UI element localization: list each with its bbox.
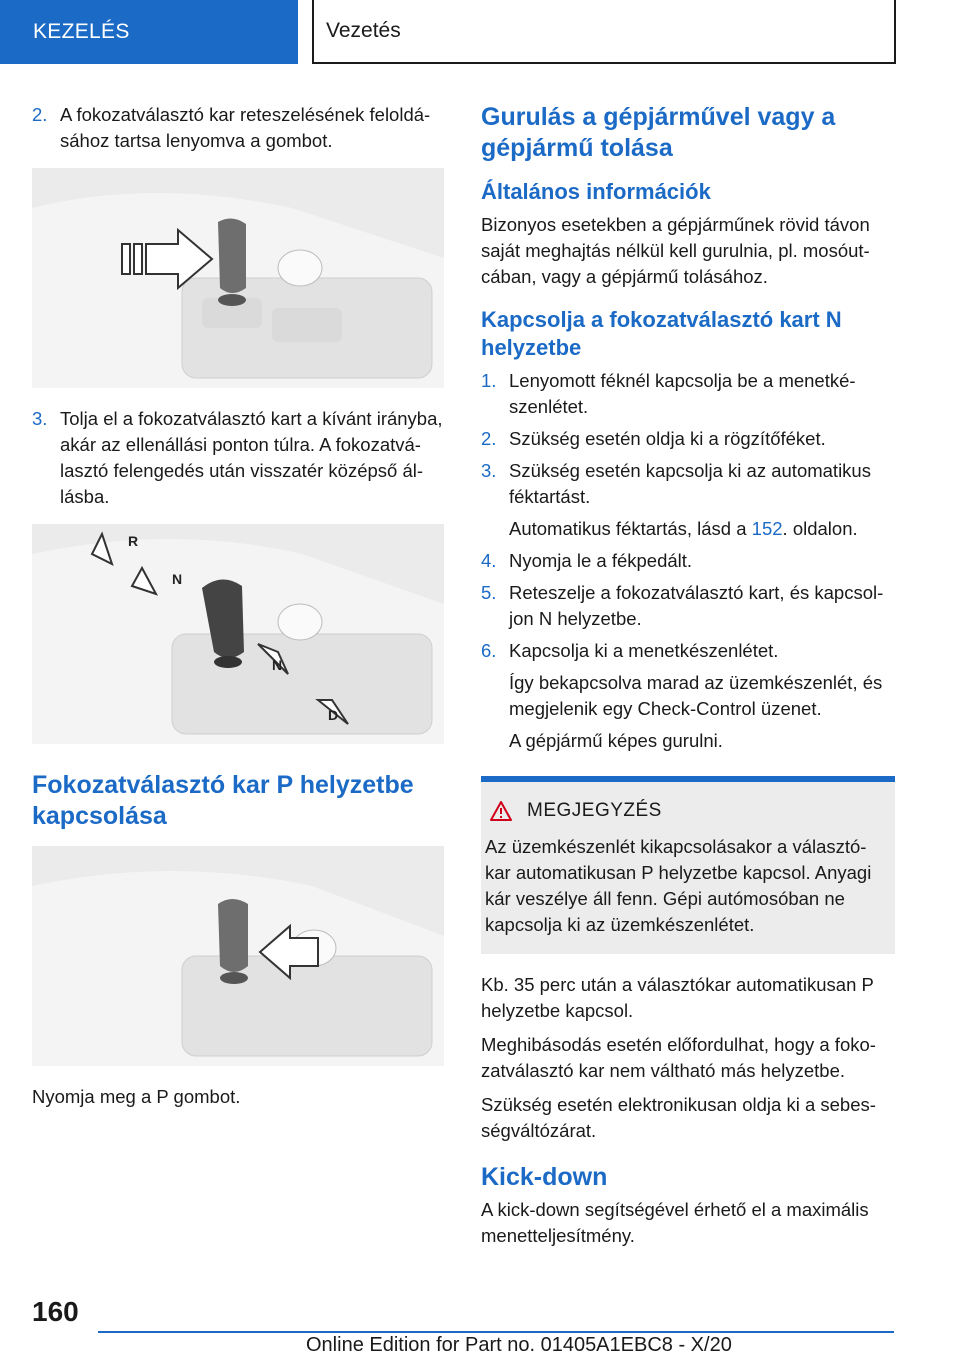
p-button-image xyxy=(32,846,444,1066)
note-text: . oldalon. xyxy=(782,518,858,539)
step-number: 3. xyxy=(32,408,48,429)
step-text: Nyomja le a fékpedált. xyxy=(509,550,693,571)
warning-title-row xyxy=(485,798,891,824)
gear-label-n-top: N xyxy=(172,571,183,587)
step-number: 5. xyxy=(481,582,497,603)
step-number: 6. xyxy=(481,640,497,661)
step-2 xyxy=(32,102,444,154)
gear-selector-unlock-illustration xyxy=(32,168,444,388)
section-heading-p-position: Fokozatválasztó kar P helyzetbe kapcsolása xyxy=(32,771,414,830)
warning-box xyxy=(481,776,895,954)
step-number: 1. xyxy=(481,370,497,391)
step-number: 2. xyxy=(32,104,48,125)
chapter-label: Vezetés xyxy=(326,19,401,42)
step-number: 2. xyxy=(481,428,497,449)
note-text: Automatikus féktartás, lásd a xyxy=(509,518,752,539)
step-text: Kapcsolja ki a menetkészenlétet. xyxy=(509,640,779,661)
gear-shift-image xyxy=(32,524,444,744)
step-number: 3. xyxy=(481,460,497,481)
gear-label-n-bottom: N xyxy=(272,657,283,673)
section-heading-rolling: Gurulás a gépjárművel vagy a gépjármű tolása xyxy=(481,103,836,162)
step-text: Szükség esetén oldja ki a rögzítőféket. xyxy=(509,428,826,449)
step-3 xyxy=(32,406,444,510)
paragraph-malfunction: Meghibásodás esetén előfordulhat, hogy a foko- zatválasztó kar nem váltható más helyzetbe. xyxy=(481,1034,876,1081)
chapter-header xyxy=(312,0,896,64)
section-label: KEZELÉS xyxy=(33,20,130,43)
section-heading-kickdown: Kick-down xyxy=(481,1163,608,1191)
right-column xyxy=(481,102,895,1257)
step-number: 4. xyxy=(481,550,497,571)
gear-selector-image xyxy=(32,168,444,388)
gear-label-r: R xyxy=(128,533,139,549)
section-tab[interactable] xyxy=(0,0,298,64)
step-text: Szükség esetén kapcsolja ki az automatikus féktartást. xyxy=(509,460,871,507)
warning-title: MEGJEGYZÉS xyxy=(527,800,662,821)
paragraph-release: Szükség esetén elektronikusan oldja ki a sebes- ségváltózárat. xyxy=(481,1094,876,1141)
gear-label-d: D xyxy=(328,707,339,723)
subheading-general: Általános információk xyxy=(481,179,711,204)
page-link[interactable]: 152 xyxy=(751,518,783,539)
warning-text: Az üzemkészenlét kikapcsolásakor a választó- kar automatikusan P helyzetbe kapcsol. Anyagi kár veszélye áll fenn. Gépi autómosóban ne kapcsolja ki az üzemkészenlétet. xyxy=(485,836,872,935)
step-text: Lenyomott féknél kapcsolja be a menetké- szenlétet. xyxy=(509,370,856,417)
step-6-note-2: A gépjármű képes gurulni. xyxy=(509,730,723,751)
step-4 xyxy=(481,548,895,574)
p-button-caption: Nyomja meg a P gombot. xyxy=(32,1086,241,1107)
step-text: Reteszelje a fokozatválasztó kart, és kapcsol- jon N helyzetbe. xyxy=(509,582,884,629)
footer-divider xyxy=(98,1331,894,1333)
step-6 xyxy=(481,638,895,664)
gear-selector-shift-illustration xyxy=(32,524,444,744)
step-text: Tolja el a fokozatválasztó kart a kívánt irányba, akár az ellenállási ponton túlra. A fokozatvá- lasztó felengedés után visszatér középső ál- lásba. xyxy=(60,408,443,507)
step-1 xyxy=(481,368,895,420)
subheading-neutral: Kapcsolja a fokozatválasztó kart N helyzetbe xyxy=(481,307,842,360)
kickdown-paragraph: A kick-down segítségével érhető el a maximális menetteljesítmény. xyxy=(481,1199,869,1246)
page-number: 160 xyxy=(32,1296,79,1327)
step-6-note-1: Így bekapcsolva marad az üzemkészenlét, és megjelenik egy Check-Control üzenet. xyxy=(509,672,883,719)
warning-triangle-icon xyxy=(489,800,513,822)
step-text: A fokozatválasztó kar reteszelésének feloldá- sához tartsa lenyomva a gombot. xyxy=(60,104,431,151)
step-2 xyxy=(481,426,895,452)
step-5 xyxy=(481,580,895,632)
paragraph-auto-park: Kb. 35 perc után a választókar automatikusan P helyzetbe kapcsol. xyxy=(481,974,874,1021)
step-3-note xyxy=(481,516,895,542)
step-3 xyxy=(481,458,895,510)
p-button-illustration xyxy=(32,846,444,1066)
intro-paragraph: Bizonyos esetekben a gépjárműnek rövid távon saját meghajtás nélkül kell gurulnia, pl. mosóut- cában, vagy a gépjármű tolásához. xyxy=(481,214,870,287)
left-column xyxy=(32,102,444,1118)
footer-edition: Online Edition for Part no. 01405A1EBC8 - X/20 xyxy=(306,1334,732,1356)
